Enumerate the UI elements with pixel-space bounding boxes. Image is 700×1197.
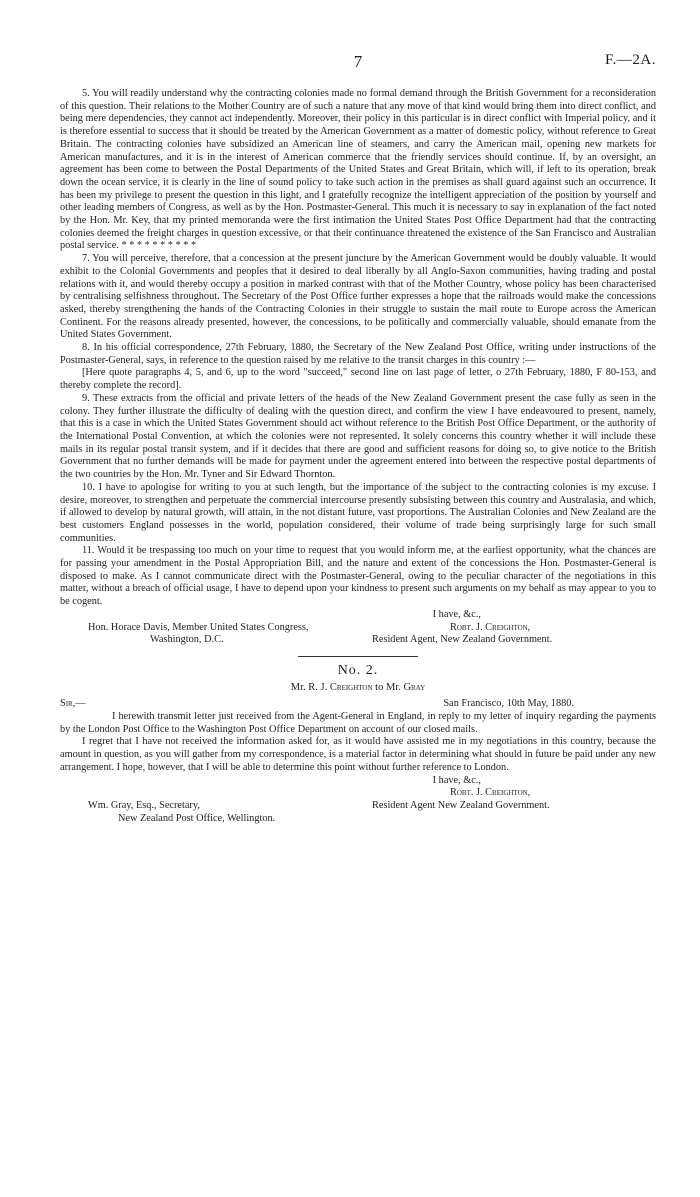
document-body [60, 88, 656, 825]
letter1-signature-row-2 [60, 634, 656, 647]
letter2-from-name: Creighton [329, 681, 373, 693]
letter1-signer-title: Resident Agent, New Zealand Government. [372, 634, 553, 646]
letter2-signer-title: Resident Agent New Zealand Government. [372, 799, 550, 811]
paragraph-9: 9. These extracts from the official and private letters of the heads of the New Zealand Government present the case fully as seen in the colony. They further illustrate the difficulty of dealing with the question direct, and confirm the view I have endeavoured to present, namely, that this is a case in which the United States Government should act without reference to the British Post Office Department, or the authority of the International Postal Convention, at which the colonies were not represented. It solely concerns this country whether it will include these mails in its regular postal transit system, and if it decides that there are good and sufficient reasons for doing so, to give notice to the British Government that no further demands will be made for payment under the agreement entered into between the respective postal departments of the two countries by the Hon. Mr. Tyner and Sir Edward Thornton. [60, 392, 656, 481]
letter2-paragraph-1: I herewith transmit letter just received from the Agent-General in England, in reply to my letter of inquiry regarding the payments by the London Post Office to the Washington Post Office Department on account of our closed mails. [60, 711, 656, 735]
letter2-addressee-name: Wm. Gray, Esq., Secretary, [88, 799, 200, 811]
letter2-signature-row-3 [60, 813, 656, 826]
paragraph-11: 11. Would it be trespassing too much on your time to request that you would inform me, at the earliest opportunity, what the chances are for passing your amendment in the Postal Appropriation Bill, and the nature and extent of the concessions the Hon. Postmaster-General is disposed to make. As I cannot communicate direct with the Postmaster-General, owing to the peculiar character of the negotiations in this matter, without a breach of official usage, I have to depend upon your kindness to present such arguments on my behalf as may appear to you to be cogent. [60, 545, 656, 608]
letter2-heading-mid: to Mr. [372, 681, 404, 693]
letter2-place-date: San Francisco, 10th May, 1880. [443, 698, 574, 710]
page-number: 7 [353, 52, 363, 71]
letter1-closing: I have, &c., [432, 608, 481, 620]
letter2-salutation: Sir,— [60, 698, 86, 710]
letter2-to-name: Gray [403, 681, 426, 693]
letter2-signer: Robt. J. Creighton, [450, 787, 531, 799]
letter2-heading-pre: Mr. R. J. [290, 681, 330, 693]
paper-reference: F.—2A. [605, 52, 656, 68]
letter2-paragraph-2: I regret that I have not received the information asked for, as it would have assisted me in my negotiations in this country, because the amount in question, as you will gather from my correspondence, is a material factor in determining what should in future be paid under any new arrangement. I hope, however, that I will be able to determine this point without further reference to London. [60, 736, 656, 773]
letter1-signer: Robt. J. Creighton, [450, 621, 531, 633]
letter2-signature-row-1 [60, 787, 656, 800]
paragraph-8: 8. In his official correspondence, 27th February, 1880, the Secretary of the New Zealand Post Office, writing under instructions of the Postmaster-General, says, in reference to the question raised by me relative to the transit charges in this country :— [60, 342, 656, 366]
letter1-signature-row-1 [60, 622, 656, 635]
letter2-addressee-place: New Zealand Post Office, Wellington. [118, 812, 276, 824]
page-header [60, 52, 656, 76]
letter2-heading [60, 682, 656, 695]
letter1-addressee-name: Hon. Horace Davis, Member United States Congress, [88, 621, 309, 633]
letter2-salutation-row [60, 698, 656, 711]
quote-instruction: [Here quote paragraphs 4, 5, and 6, up to the word "succeed," second line on last page of letter, o 27th February, 1880, F 80-153, and thereby complete the record]. [60, 367, 656, 392]
letter1-addressee-place: Washington, D.C. [150, 634, 224, 646]
letter2-signature-row-2 [60, 800, 656, 813]
letter2-number: No. 2. [337, 662, 379, 678]
section-divider [298, 656, 418, 657]
paragraph-10: 10. I have to apologise for writing to you at such length, but the importance of the subject to the contracting colonies is my excuse. I desire, moreover, to strengthen and perpetuate the commercial intercourse presently subsisting between this country and Australasia, and which, if allowed to develop by natural growth, will attain, in the not distant future, vast proportions. The Australian Colonies and New Zealand are the best customers England possesses in the world, population considered, their volume of trade being surprisingly large for such small communities. [60, 481, 656, 544]
letter2-closing: I have, &c., [432, 774, 481, 786]
paragraph-5: 5. You will readily understand why the contracting colonies made no formal demand through the British Government for a reconsideration of this question. Their relations to the Mother Country are of such a nature that any move of that kind would bring them into direct conflict, and being mere dependencies, they cannot act independently. Moreover, their policy in this particular is in direct conflict with Imperial policy, and it is therefore essential to success that it should be treated by the American Government as a matter of domestic policy, without reference to Great Britain. The contracting colonies have subsidized an American line of steamers, and carry the American mail, opening new markets for American manufactures, and it is in the interest of American commerce that the friendly services should continue. If, by an oversight, an agreement has been come to between the Postal Departments of the United States and Great Britain, which will, if left to its operation, break down the ocean service, it is clearly in the line of sound policy to take such action in the premises as shall guard against such an occurrence. It has been my privilege to present the question in this light, and I gratefully recognize the intelligent appreciation of the position by yourself and other leading members of Congress, as well as by the Hon. Postmaster-General. This much it is necessary to say in explanation of the fact noted by the Hon. Mr. Key, that my printed memoranda were the first intimation the United States Post Office Department had that the contracting colonies deemed the freight charges in question excessive, or that their continuance threatened the existence of the San Francisco and Australian postal service. * * * * * * * * * * [60, 88, 656, 252]
paragraph-7: 7. You will perceive, therefore, that a concession at the present juncture by the American Government would be doubly valuable. It would exhibit to the Colonial Governments and peoples that it desired to deal liberally by all Anglo-Saxon communities, having trading and postal relations with it, and would thereby occupy a position in marked contrast with that of the Mother Country, whose policy has been characterised by centralising selfishness throughout. The Secretary of the Post Office further expresses a hope that the railroads would make the concessions asked, thereby strengthening the hands of the Contracting Colonies in their struggle to sustain the mail route to Europe across the American Continent. For the reasons already presented, however, the concessions, to be politically and commercially valuable, should emanate from the United States Government. [60, 253, 656, 341]
